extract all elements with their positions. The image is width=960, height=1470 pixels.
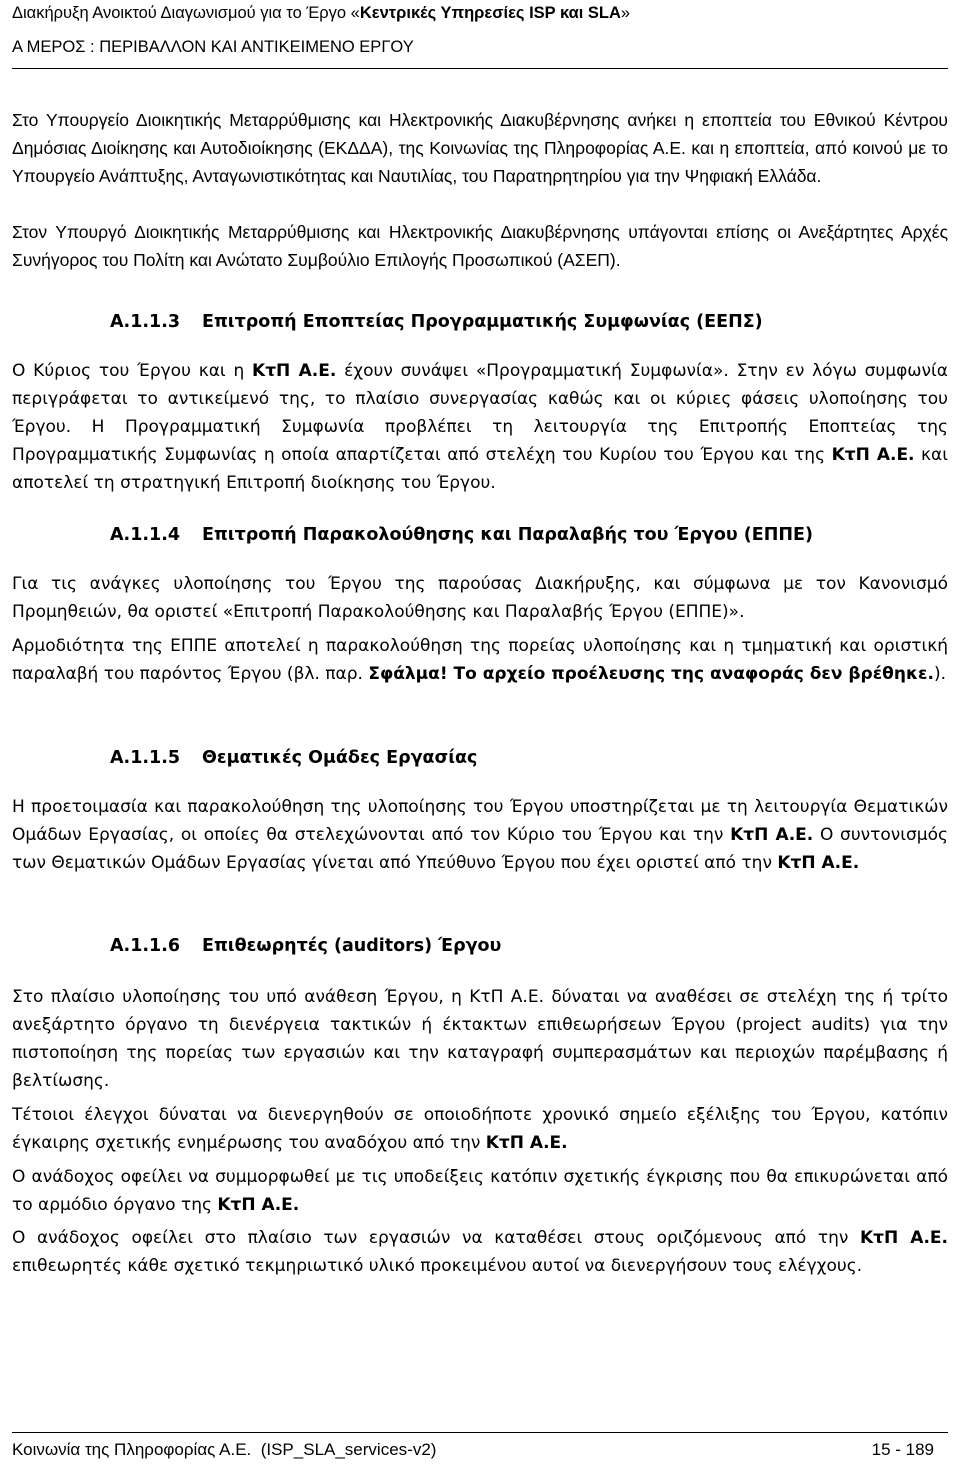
- section-a116-paragraph-1: Στο πλαίσιο υλοποίησης του υπό ανάθεση Έργου, η ΚτΠ Α.Ε. δύναται να αναθέσει σε στελέχη της ή τρίτο ανεξάρτητο όργανο τη διενέργεια τακτικών ή έκτακτων επιθεωρήσεων Έργου (project audits) για την πιστοποίηση της πορείας των εργασιών και την καταγραφή συμπερασμάτων και περιοχών παρέμβασης ή βελτίωσης.: [12, 987, 948, 1091]
- intro-paragraph-2: Στον Υπουργό Διοικητικής Μεταρρύθμισης και Ηλεκτρονικής Διακυβέρνησης υπάγονται επίσης οι Ανεξάρτητες Αρχές Συνήγορος του Πολίτη και Ανώτατο Συμβούλιο Επιλογής Προσωπικού (ΑΣΕΠ).: [12, 222, 948, 270]
- section-a116-paragraph-4: Ο ανάδοχος οφείλει στο πλαίσιο των εργασιών να καταθέσει στους οριζόμενους από την ΚτΠ Α.Ε. επιθεωρητές κάθε σχετικό τεκμηριωτικό υλικό προκειμένου αυτοί να διενεργήσουν τους ελέγχους.: [12, 1228, 948, 1276]
- document-header-subtitle: Α ΜΕΡΟΣ : ΠΕΡΙΒΑΛΛΟΝ ΚΑΙ ΑΝΤΙΚΕΙΜΕΝΟ ΕΡΓΟΥ: [12, 38, 414, 56]
- footer-divider: [12, 1432, 948, 1433]
- intro-paragraph-1: Στο Υπουργείο Διοικητικής Μεταρρύθμισης και Ηλεκτρονικής Διακυβέρνησης ανήκει η εποπτεία του Εθνικού Κέντρου Δημόσιας Διοίκησης και Αυτοδιοίκησης (ΕΚΔΔΑ), της Κοινωνίας της Πληροφορίας Α.Ε. και η εποπτεία, από κοινού με το Υπουργείο Ανάπτυξης, Ανταγωνιστικότητας και Ναυτιλίας, του Παρατηρητηρίου για την Ψηφιακή Ελλάδα.: [12, 110, 948, 186]
- section-a116-paragraph-2: Τέτοιοι έλεγχοι δύναται να διενεργηθούν σε οποιοδήποτε χρονικό σημείο εξέλιξης του Έργου, κατόπιν έγκαιρης σχετικής ενημέρωσης του αναδόχου από την ΚτΠ Α.Ε.: [12, 1105, 948, 1153]
- document-header-title: Διακήρυξη Ανοικτού Διαγωνισμού για το Έργο «Κεντρικές Υπηρεσίες ISP και SLA»: [12, 4, 631, 22]
- section-heading-a116: Α.1.1.6 Επιθεωρητές (auditors) Έργου: [110, 936, 502, 956]
- header-divider: [12, 68, 948, 69]
- section-heading-a115: Α.1.1.5 Θεματικές Ομάδες Εργασίας: [110, 748, 478, 768]
- section-a114-paragraph-1: Για τις ανάγκες υλοποίησης του Έργου της παρούσας Διακήρυξης, και σύμφωνα με τον Κανονισμό Προμηθειών, θα οριστεί «Επιτροπή Παρακολούθησης και Παραλαβής Έργου (ΕΠΠΕ)».: [12, 574, 948, 622]
- reference-error-text: Σφάλμα! Το αρχείο προέλευσης της αναφοράς δεν βρέθηκε.: [368, 664, 934, 684]
- page-number: 15 - 189: [871, 1440, 934, 1459]
- section-a116-paragraph-3: Ο ανάδοχος οφείλει να συμμορφωθεί με τις υποδείξεις κατόπιν σχετικής έγκρισης που θα επικυρώνεται από το αρμόδιο όργανο της ΚτΠ Α.Ε.: [12, 1167, 948, 1215]
- section-heading-a114: Α.1.1.4 Επιτροπή Παρακολούθησης και Παραλαβής του Έργου (ΕΠΠΕ): [110, 525, 813, 545]
- section-a113-paragraph: Ο Κύριος του Έργου και η ΚτΠ Α.Ε. έχουν συνάψει «Προγραμματική Συμφωνία». Στην εν λόγω συμφωνία περιγράφεται το αντικείμενό της, το πλαίσιο συνεργασίας καθώς και οι κύριες φάσεις υλοποίησης του Έργου. Η Προγραμματική Συμφωνία προβλέπει τη λειτουργία της Επιτροπής Εποπτείας της Προγραμματικής Συμφωνίας η οποία απαρτίζεται από στελέχη του Κυρίου του Έργου και της ΚτΠ Α.Ε. και αποτελεί τη στρατηγική Επιτροπή διοίκησης του Έργου.: [12, 361, 948, 493]
- footer-organization: Κοινωνία της Πληροφορίας Α.Ε. (ISP_SLA_services-v2): [12, 1440, 437, 1459]
- section-a115-paragraph: Η προετοιμασία και παρακολούθηση της υλοποίησης του Έργου υποστηρίζεται με τη λειτουργία Θεματικών Ομάδων Εργασίας, οι οποίες θα στελεχώνονται από τον Κύριο του Έργου και την ΚτΠ Α.Ε. Ο συντονισμός των Θεματικών Ομάδων Εργασίας γίνεται από Υπεύθυνο Έργου που έχει οριστεί από την ΚτΠ Α.Ε.: [12, 797, 949, 873]
- section-a114-paragraph-2: Αρμοδιότητα της ΕΠΠΕ αποτελεί η παρακολούθηση της πορείας υλοποίησης και η τμηματική και οριστική παραλαβή του παρόντος Έργου (βλ. παρ. Σφάλμα! Το αρχείο προέλευσης της αναφοράς δεν βρέθηκε.).: [12, 636, 948, 684]
- section-heading-a113: Α.1.1.3 Επιτροπή Εποπτείας Προγραμματικής Συμφωνίας (ΕΕΠΣ): [110, 312, 763, 332]
